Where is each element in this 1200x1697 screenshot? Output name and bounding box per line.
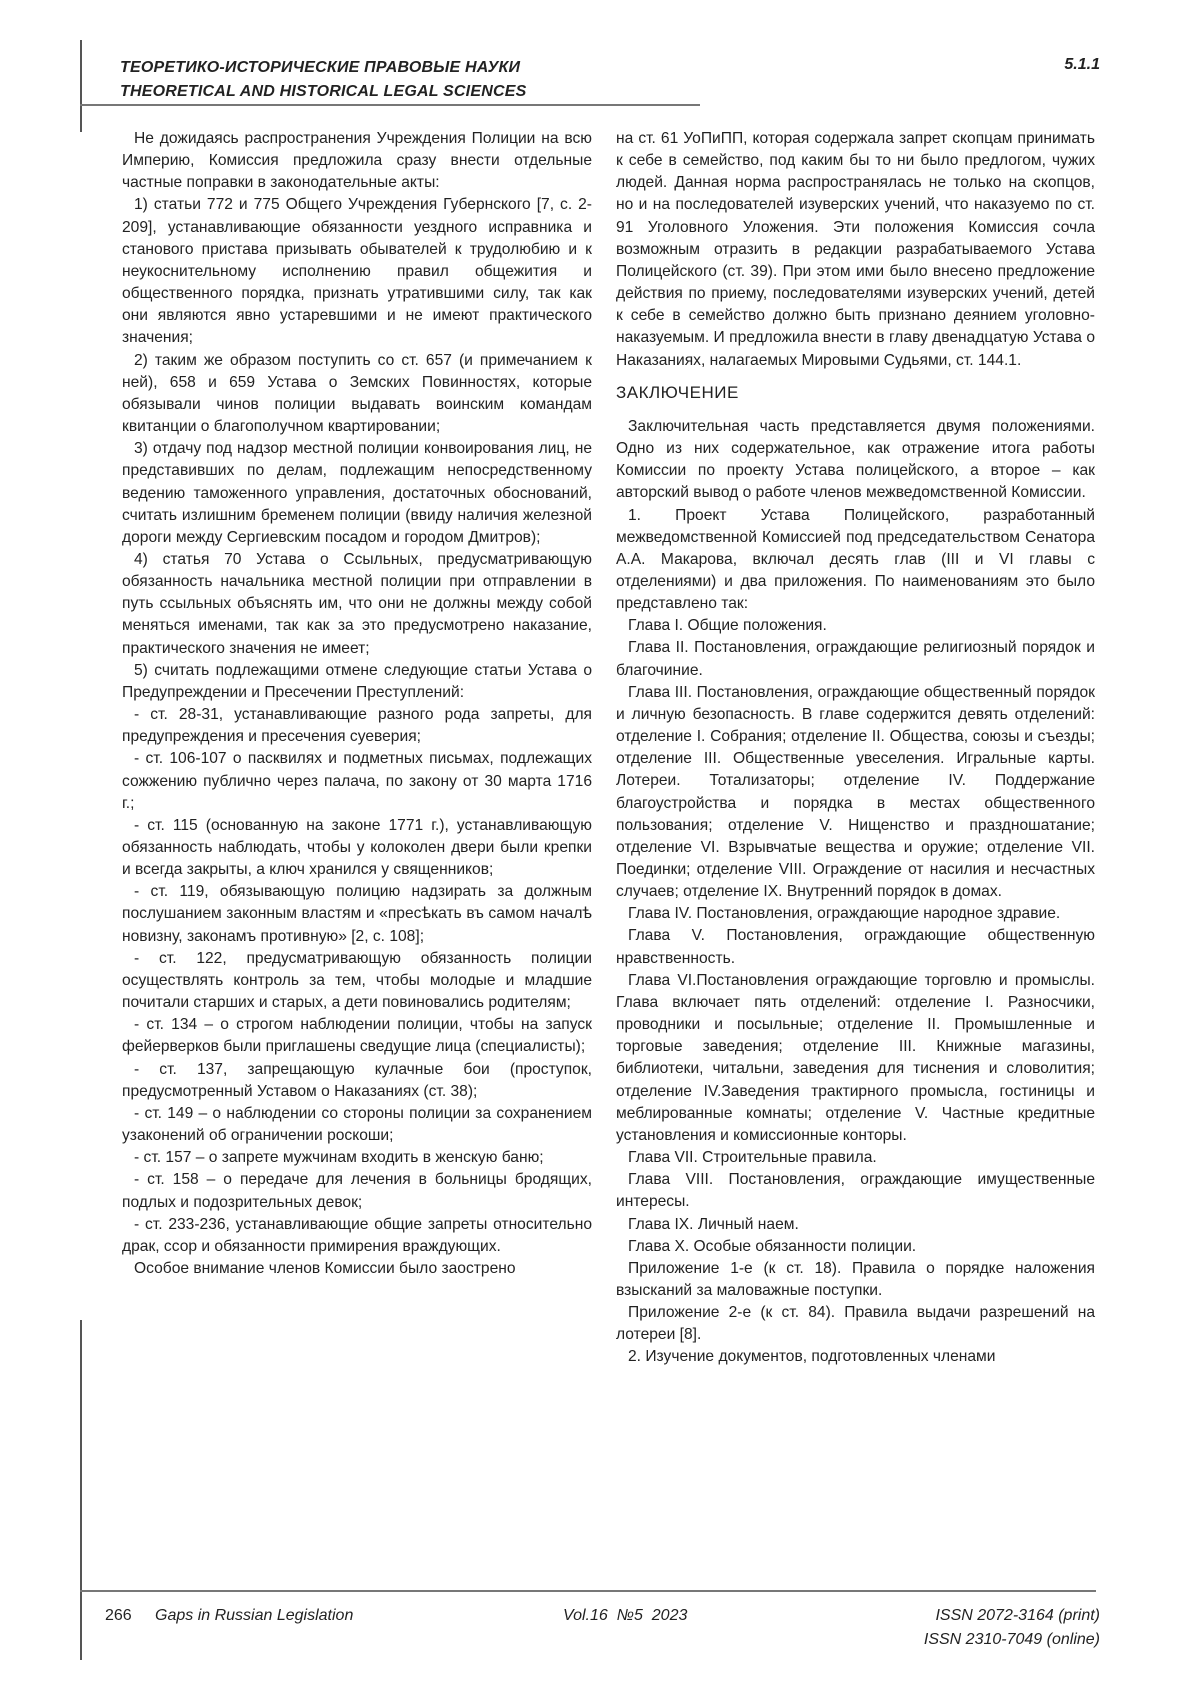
paragraph: 1. Проект Устава Полицейского, разработанный межведомственной Комиссией под председательством Сенатора А.А. Макарова, включал десять глав (III и VI главы с отделениями) и два приложения. По наименованиям это было представлено так: (616, 505, 1095, 616)
paragraph: Глава IX. Личный наем. (616, 1214, 1095, 1236)
journal-name: Gaps in Russian Legislation (155, 1604, 353, 1628)
paragraph: - ст. 134 – о строгом наблюдении полиции, чтобы на запуск фейерверков были приглашены сведущие лица (специалисты); (122, 1014, 592, 1058)
paragraph: Глава IV. Постановления, ограждающие народное здравие. (616, 903, 1095, 925)
paragraph: Глава V. Постановления, ограждающие общественную нравственность. (616, 925, 1095, 969)
paragraph: - ст. 149 – о наблюдении со стороны полиции за сохранением узаконений об ограничении роскоши; (122, 1103, 592, 1147)
paragraph: 1) статьи 772 и 775 Общего Учреждения Губернского [7, с. 2-209], устанавливающие обязанности уездного исправника и станового пристава призывать обывателей к трудолюбию и к неукоснительному исполнению правил общежития и общественного порядка, признать утратившими силу, так как они являются явно устаревшими и не имеют практического значения; (122, 194, 592, 349)
paragraph: Глава X. Особые обязанности полиции. (616, 1236, 1095, 1258)
paragraph: - ст. 106-107 о пасквилях и подметных письмах, подлежащих сожжению публично через палача, по закону от 30 марта 1716 г.; (122, 748, 592, 814)
section-code: 5.1.1 (1064, 56, 1100, 74)
paragraph: - ст. 119, обязывающую полицию надзирать за должным послушанием законным властям и «пресѣкать въ самом началѣ новизну, законамъ противную» [2, с. 108]; (122, 881, 592, 947)
issn (924, 1604, 1100, 1652)
paragraph: - ст. 233-236, устанавливающие общие запреты относительно драк, ссор и обязанности примирения враждующих. (122, 1214, 592, 1258)
paragraph: на ст. 61 УоПиПП, которая содержала запрет скопцам принимать к себе в семейство, под каким бы то ни было предлогом, чужих людей. Данная норма распространялась не только на скопцов, но и на последователей изуверских учений, что наказуемо по ст. 91 Уголовного Уложения. Эти положения Комиссия сочла возможным отразить в редакции разрабатываемого Устава Полицейского (ст. 39). При этом ими было внесено предложение действия по приему, последователями изуверских учений, детей к себе в семейство должно быть признано деянием уголовно-наказуемым. И предложила внести в главу двенадцатую Устава о Наказаниях, налагаемых Мировыми Судьями, ст. 144.1. (616, 128, 1095, 372)
paragraph: Приложение 2-е (к ст. 84). Правила выдачи разрешений на лотереи [8]. (616, 1302, 1095, 1346)
paragraph: Глава VI.Постановления ограждающие торговлю и промыслы. Глава включает пять отделений: отделение I. Разносчики, проводники и посыльные; отделение II. Промышленные и торговые заведения; отделение III. Книжные магазины, библиотеки, читальни, заведения для тиснения и словолития; отделение IV.Заведения трактирного промысла, гостиницы и меблированные комнаты; отделение V. Частные кредитные установления и комиссионные конторы. (616, 970, 1095, 1147)
header-vertical-rule (80, 40, 82, 132)
paragraph: - ст. 158 – о передаче для лечения в больницы бродящих, подлых и подозрительных девок; (122, 1169, 592, 1213)
paragraph: 5) считать подлежащими отмене следующие статьи Устава о Предупреждении и Пресечении Преступлений: (122, 660, 592, 704)
paragraph: Глава VIII. Постановления, ограждающие имущественные интересы. (616, 1169, 1095, 1213)
issn-print: ISSN 2072-3164 (print) (924, 1604, 1100, 1628)
footer-divider (80, 1590, 1096, 1592)
paragraph: Заключительная часть представляется двумя положениями. Одно из них содержательное, как отражение итога работы Комиссии по проекту Устава полицейского, а второе – как авторский вывод о работе членов межведомственной Комиссии. (616, 416, 1095, 505)
paragraph: - ст. 157 – о запрете мужчинам входить в женскую баню; (122, 1147, 592, 1169)
section-heading: ЗАКЛЮЧЕНИЕ (616, 382, 1095, 404)
paragraph: Приложение 1-е (к ст. 18). Правила о порядке наложения взысканий за маловажные поступки. (616, 1258, 1095, 1302)
header-title-ru: ТЕОРЕТИКО-ИСТОРИЧЕСКИЕ ПРАВОВЫЕ НАУКИ (120, 56, 526, 80)
paragraph: Глава III. Постановления, ограждающие общественный порядок и личную безопасность. В главе содержится девять отделений: отделение I. Собрания; отделение II. Общества, союзы и съезды; отделение III. Общественные увеселения. Игральные карты. Лотереи. Тотализаторы; отделение IV. Поддержание благоустройства и порядка в местах общественного пользования; отделение V. Нищенство и праздношатание; отделение VI. Взрывчатые вещества и оружие; отделение VII. Поединки; отделение VIII. Ограждение от насилия и несчастных случаев; отделение IX. Внутренний порядок в домах. (616, 682, 1095, 904)
paragraph: - ст. 137, запрещающую кулачные бои (проступок, предусмотренный Уставом о Наказаниях (ст. 38); (122, 1059, 592, 1103)
paragraph: 4) статья 70 Устава о Ссыльных, предусматривающую обязанность начальника местной полиции при отправлении в путь ссыльных объяснять им, что они не должны между собой меняться именами, так как за это предусмотрено наказание, практического значения не имеет; (122, 549, 592, 660)
issue-info: Vol.16 №5 2023 (563, 1604, 687, 1628)
paragraph: - ст. 115 (основанную на законе 1771 г.), устанавливающую обязанность наблюдать, чтобы у колоколен двери были крепки и всегда закрыты, а ключ хранился у священников; (122, 815, 592, 881)
paragraph: - ст. 122, предусматривающую обязанность полиции осуществлять контроль за тем, чтобы молодые и младшие почитали старших и старых, а дети повиновались родителям; (122, 948, 592, 1014)
header-title-en: THEORETICAL AND HISTORICAL LEGAL SCIENCES (120, 80, 526, 104)
paragraph: 2) таким же образом поступить со ст. 657 (и примечанием к ней), 658 и 659 Устава о Земских Повинностях, которые обязывали чинов полиции выдавать воинским командам квитанции о благополучном квартировании; (122, 350, 592, 439)
right-column (616, 128, 1095, 1369)
paragraph: 2. Изучение документов, подготовленных членами (616, 1346, 1095, 1368)
paragraph: 3) отдачу под надзор местной полиции конвоирования лиц, не представивших по делам, подлежащим непосредственному ведению таможенного управления, достаточных обоснований, считать излишним бременем полиции (ввиду наличия железной дороги между Сергиевским посадом и городом Дмитров); (122, 438, 592, 549)
paragraph: Глава I. Общие положения. (616, 615, 1095, 637)
left-column (122, 128, 592, 1280)
paragraph: Особое внимание членов Комиссии было заострено (122, 1258, 592, 1280)
paragraph: Глава VII. Строительные правила. (616, 1147, 1095, 1169)
running-header (120, 56, 526, 104)
footer-vertical-rule (80, 1320, 82, 1660)
paragraph: Глава II. Постановления, ограждающие религиозный порядок и благочиние. (616, 637, 1095, 681)
paragraph: Не дожидаясь распространения Учреждения Полиции на всю Империю, Комиссия предложила сразу внести отдельные частные поправки в законодательные акты: (122, 128, 592, 194)
page-number: 266 (105, 1604, 132, 1628)
issn-online: ISSN 2310-7049 (online) (924, 1628, 1100, 1652)
header-divider (80, 104, 700, 106)
paragraph: - ст. 28-31, устанавливающие разного рода запреты, для предупреждения и пресечения суеверия; (122, 704, 592, 748)
